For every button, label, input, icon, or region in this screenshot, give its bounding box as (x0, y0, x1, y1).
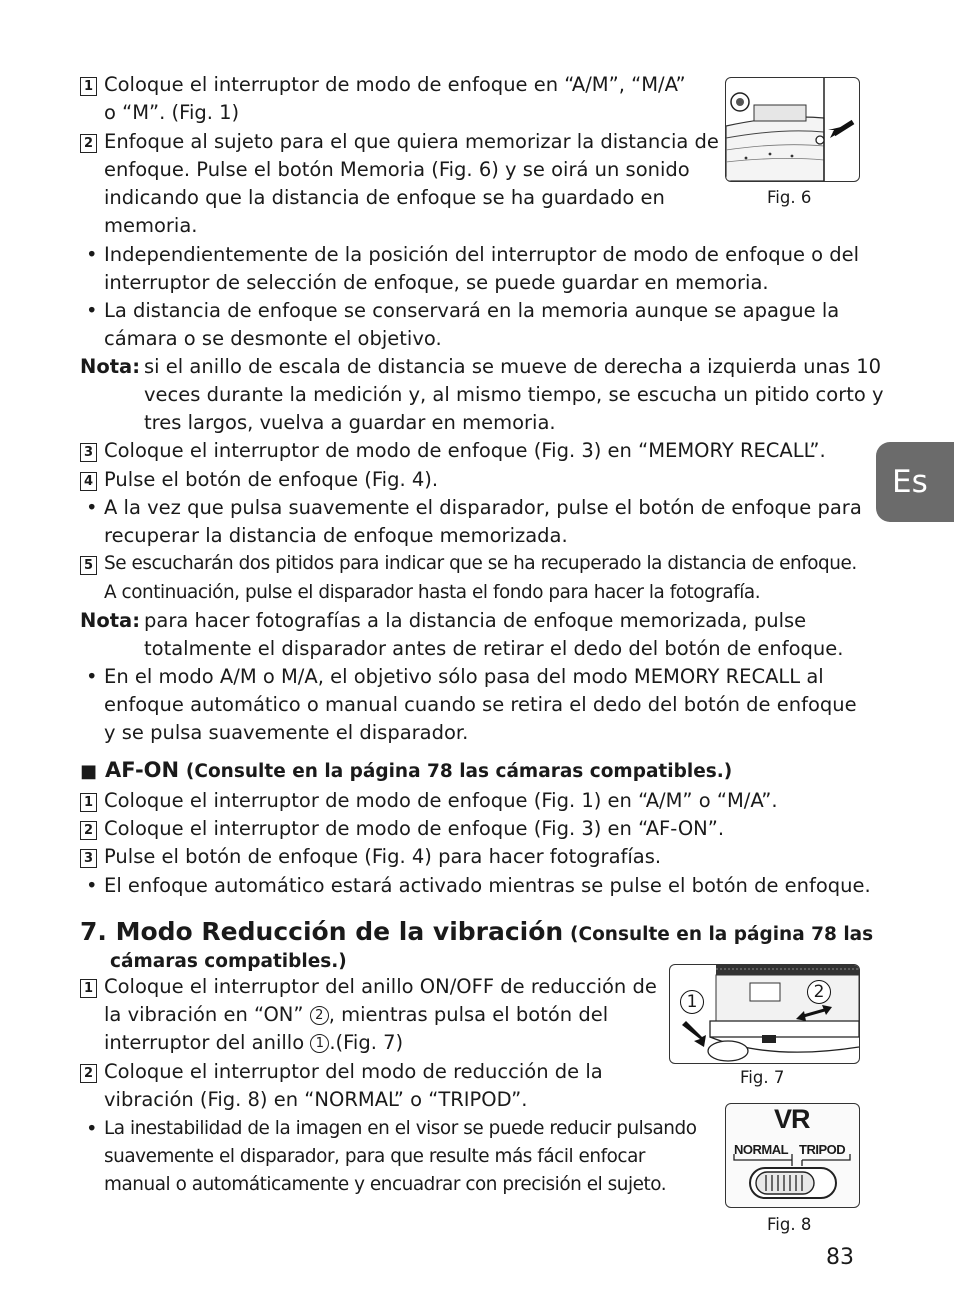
step-5-text-cont: A continuación, pulse el disparador hasta el fondo para hacer la fotografía. (104, 582, 761, 603)
note-label: Nota: (80, 355, 140, 378)
bullet-text: A la vez que pulsa suavemente el disparador, pulse el botón de enfoque para (104, 496, 862, 519)
vr-step-1-text-cont (104, 1001, 608, 1029)
text-fragment: la vibración en “ON” (104, 1003, 310, 1026)
note-text: para hacer fotografías a la distancia de enfoque memorizada, pulse (144, 609, 807, 632)
step-number-2: 2 (80, 134, 97, 153)
vr-subtitle: (Consulte en la página 78 las (570, 924, 874, 945)
afon-step-number-2: 2 (80, 821, 97, 840)
page-number: 83 (826, 1245, 854, 1270)
figure-8-vr-label: VR (774, 1104, 810, 1134)
figure-8-normal-label: NORMAL (734, 1142, 789, 1157)
vr-mode-switch-illustration (726, 1104, 859, 1207)
bullet: • (86, 496, 98, 519)
bullet-text-cont: enfoque automático o manual cuando se retira el dedo del botón de enfoque (104, 693, 857, 716)
lens-vr-ring-illustration (670, 965, 859, 1063)
bullet-text: Independientemente de la posición del interruptor de modo de enfoque o del (104, 243, 860, 266)
figure-8-tripod-label: TRIPOD (799, 1142, 846, 1157)
step-5-text: Se escucharán dos pitidos para indicar que se ha recuperado la distancia de enfoque. (104, 553, 857, 574)
step-2-text-cont: indicando que la distancia de enfoque se ha guardado en (104, 186, 665, 209)
bullet-text-cont: cámara o se desmonte el objetivo. (104, 327, 442, 350)
circled-number-2: 2 (310, 1006, 329, 1025)
afon-bullet-text: El enfoque automático estará activado mientras se pulse el botón de enfoque. (104, 874, 871, 897)
text-fragment: , mientras pulsa el botón del (328, 1003, 609, 1026)
vr-bullet-text-cont: manual o automáticamente y encuadrar con precisión el sujeto. (104, 1174, 667, 1195)
text-fragment: .(Fig. 7) (329, 1031, 404, 1054)
bullet-text-cont: y se pulsa suavemente el disparador. (104, 721, 469, 744)
bullet: • (86, 665, 98, 688)
step-4-text: Pulse el botón de enfoque (Fig. 4). (104, 468, 439, 491)
figure-8-image (725, 1103, 860, 1208)
note-text-cont: totalmente el disparador antes de retirar el dedo del botón de enfoque. (144, 637, 844, 660)
step-number-5: 5 (80, 556, 97, 575)
vr-heading (80, 918, 873, 949)
language-tab: Es (876, 442, 954, 522)
figure-7-callout-2: 2 (807, 980, 831, 1004)
bullet: • (86, 299, 98, 322)
bullet-text-cont: recuperar la distancia de enfoque memorizada. (104, 524, 568, 547)
afon-step-3-text: Pulse el botón de enfoque (Fig. 4) para hacer fotografías. (104, 845, 662, 868)
text-fragment: interruptor del anillo (104, 1031, 311, 1054)
afon-step-2-text: Coloque el interruptor de modo de enfoque (Fig. 3) en “AF-ON”. (104, 817, 725, 840)
vr-bullet-text-cont: suavemente el disparador, para que resulte más fácil enfocar (104, 1146, 646, 1167)
bullet: • (86, 1117, 98, 1140)
figure-6-caption: Fig. 6 (767, 188, 812, 207)
vr-step-2-text-cont: vibración (Fig. 8) en “NORMAL” o “TRIPOD”. (104, 1088, 528, 1111)
step-1-text-cont: o “M”. (Fig. 1) (104, 101, 240, 124)
bullet-text: En el modo A/M o M/A, el objetivo sólo pasa del modo MEMORY RECALL al (104, 665, 824, 688)
step-number-3: 3 (80, 443, 97, 462)
afon-subtitle: (Consulte en la página 78 las cámaras compatibles.) (185, 761, 733, 782)
vr-step-1-text-cont (104, 1029, 403, 1057)
vr-step-1-text: Coloque el interruptor del anillo ON/OFF de reducción de (104, 975, 657, 998)
note-text-cont: veces durante la medición y, al mismo tiempo, se escucha un pitido corto y (144, 383, 884, 406)
bullet: • (86, 243, 98, 266)
square-bullet-icon: ■ (80, 761, 98, 782)
bullet-text: La distancia de enfoque se conservará en la memoria aunque se apague la (104, 299, 840, 322)
step-number-1: 1 (80, 77, 97, 96)
figure-7-callout-1: 1 (680, 990, 704, 1014)
note-text-cont: tres largos, vuelva a guardar en memoria. (144, 411, 556, 434)
step-number-4: 4 (80, 472, 97, 491)
note-text: si el anillo de escala de distancia se mueve de derecha a izquierda unas 10 (144, 355, 882, 378)
vr-title: 7. Modo Reducción de la vibración (80, 917, 564, 946)
afon-step-number-3: 3 (80, 849, 97, 868)
figure-7-image (669, 964, 860, 1064)
vr-subtitle-cont: cámaras compatibles.) (110, 951, 347, 972)
lens-memory-button-illustration (726, 78, 859, 181)
circled-number-1: 1 (310, 1034, 329, 1053)
afon-step-1-text: Coloque el interruptor de modo de enfoque (Fig. 1) en “A/M” o “M/A”. (104, 789, 778, 812)
note-label: Nota: (80, 609, 140, 632)
vr-step-2-text: Coloque el interruptor del modo de reducción de la (104, 1060, 603, 1083)
step-2-text-cont: enfoque. Pulse el botón Memoria (Fig. 6) y se oirá un sonido (104, 158, 690, 181)
step-3-text: Coloque el interruptor de modo de enfoque (Fig. 3) en “MEMORY RECALL”. (104, 439, 826, 462)
step-2-text: Enfoque al sujeto para el que quiera memorizar la distancia de (104, 130, 719, 153)
bullet: • (86, 874, 98, 897)
afon-title: AF-ON (105, 758, 180, 782)
vr-step-number-1: 1 (80, 979, 97, 998)
afon-step-number-1: 1 (80, 793, 97, 812)
figure-7-caption: Fig. 7 (740, 1068, 785, 1087)
figure-8-caption: Fig. 8 (767, 1215, 812, 1234)
vr-step-number-2: 2 (80, 1064, 97, 1083)
vr-bullet-text: La inestabilidad de la imagen en el visor se puede reducir pulsando (104, 1118, 697, 1139)
figure-6-image (725, 77, 860, 182)
step-1-text: Coloque el interruptor de modo de enfoque en “A/M”, “M/A” (104, 73, 686, 96)
step-2-text-cont: memoria. (104, 214, 198, 237)
bullet-text-cont: interruptor de selección de enfoque, se puede guardar en memoria. (104, 271, 769, 294)
afon-heading (80, 756, 732, 786)
